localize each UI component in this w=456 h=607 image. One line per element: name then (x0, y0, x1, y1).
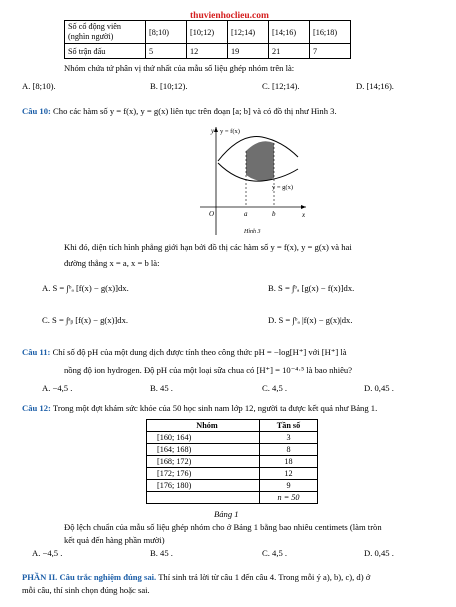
table-cell: Số cổ động viên (nghìn người) (65, 21, 146, 44)
table-row: [164; 168) 8 (147, 444, 318, 456)
table-cell: [8;10) (146, 21, 187, 44)
q11-text2: nồng độ ion hydrogen. Độ pH của một loại sữa chua có [H⁺] = 10⁻⁴·⁵ là bao nhiêu? (64, 365, 353, 375)
table-cell: 19 (228, 44, 269, 59)
q9-option-b: B. [10;12). (150, 81, 188, 91)
q12-option-a: A. −4,5 . (32, 548, 63, 558)
q12-label: Câu 12: (22, 403, 51, 413)
part2-text: Thí sinh trả lời từ câu 1 đến câu 4. Trong mỗi ý a), b), c), d) ở (158, 572, 371, 582)
table-cell: 5 (146, 44, 187, 59)
x-axis-label: x (302, 211, 306, 219)
f-label: y = f(x) (220, 128, 240, 135)
table-header: Nhóm (147, 420, 260, 432)
q11-option-d: D. 0,45 . (364, 383, 394, 393)
table-row: [176; 180) 9 (147, 480, 318, 492)
q10-text3: đường thẳng x = a, x = b là: (64, 258, 160, 268)
q10-text2: Khi đó, diện tích hình phẳng giới hạn bởi đồ thị các hàm số y = f(x), y = g(x) và hai (64, 242, 352, 252)
q9-option-a: A. [8;10). (22, 81, 56, 91)
table-caption: Bảng 1 (214, 509, 239, 519)
table-cell: 7 (310, 44, 351, 59)
q11-option-a: A. −4,5 . (42, 383, 73, 393)
table-cell: [16;18) (310, 21, 351, 44)
part2-text2: mỗi câu, thí sinh chọn đúng hoặc sai. (22, 585, 150, 595)
q10-option-b: B. S = ∫ᵇₐ [g(x) − f(x)]dx. (268, 283, 355, 293)
q12-option-d: D. 0,45 . (364, 548, 394, 558)
q10-option-a: A. S = ∫ᵇₐ [f(x) − g(x)]dx. (42, 283, 129, 293)
q12-text3: kết quả đến hàng phần mười) (64, 535, 165, 545)
table-row: n = 50 (147, 492, 318, 504)
table-row: [172; 176) 12 (147, 468, 318, 480)
q12-option-c: C. 4,5 . (262, 548, 288, 558)
g-label: y = g(x) (272, 184, 293, 191)
table-cell: [12;14) (228, 21, 269, 44)
q10-label: Câu 10: (22, 106, 51, 116)
figure-caption: Hình 3 (244, 229, 261, 235)
q12-text: Trong một đợt khám sức khỏe của 50 học sinh nam lớp 12, người ta được kết quả như Bảng 1. (52, 403, 378, 413)
y-axis-label: y (211, 127, 215, 135)
q10-text: Cho các hàm số y = f(x), y = g(x) liên tục trên đoạn [a; b] và có đồ thị như Hình 3. (53, 106, 337, 116)
b-label: b (272, 210, 276, 218)
table-row: [168; 172) 18 (147, 456, 318, 468)
q9-option-c: C. [12;14). (262, 81, 300, 91)
q10-option-c: C. S = ∫ᵃᵦ [f(x) − g(x)]dx. (42, 315, 129, 325)
part2-label: PHẦN II. Câu trắc nghiệm đúng sai. (22, 572, 157, 582)
q9-option-d: D. [14;16). (356, 81, 394, 91)
q10-option-d: D. S = ∫ᵇₐ |f(x) − g(x)|dx. (268, 315, 353, 325)
q11-label: Câu 11: (22, 347, 51, 357)
watermark: thuvienhoclieu.com (190, 11, 269, 21)
frequency-table (64, 20, 351, 59)
table-row: [160; 164) 3 (147, 432, 318, 444)
a-label: a (244, 210, 248, 218)
q12-option-b: B. 45 . (150, 548, 173, 558)
table-header: Tần số (260, 420, 318, 432)
table-cell: Số trận đấu (65, 44, 146, 59)
origin-label: O (209, 210, 215, 218)
table-cell: 12 (187, 44, 228, 59)
q11-option-b: B. 45 . (150, 383, 173, 393)
q11-option-c: C. 4,5 . (262, 383, 288, 393)
q12-text2: Độ lệch chuẩn của mẫu số liệu ghép nhóm cho ở Bảng 1 bằng bao nhiêu centimets (làm tròn (64, 522, 382, 532)
height-table (146, 419, 318, 504)
function-graph (200, 123, 310, 235)
q9-text: Nhóm chứa tứ phân vị thứ nhất của mẫu số liệu ghép nhóm trên là: (64, 63, 295, 73)
q11-text: Chỉ số độ pH của một dung dịch được tính theo công thức pH = −log[H⁺] với [H⁺] là (52, 347, 347, 357)
table-cell: 21 (269, 44, 310, 59)
table-cell: [10;12) (187, 21, 228, 44)
table-cell: [14;16) (269, 21, 310, 44)
